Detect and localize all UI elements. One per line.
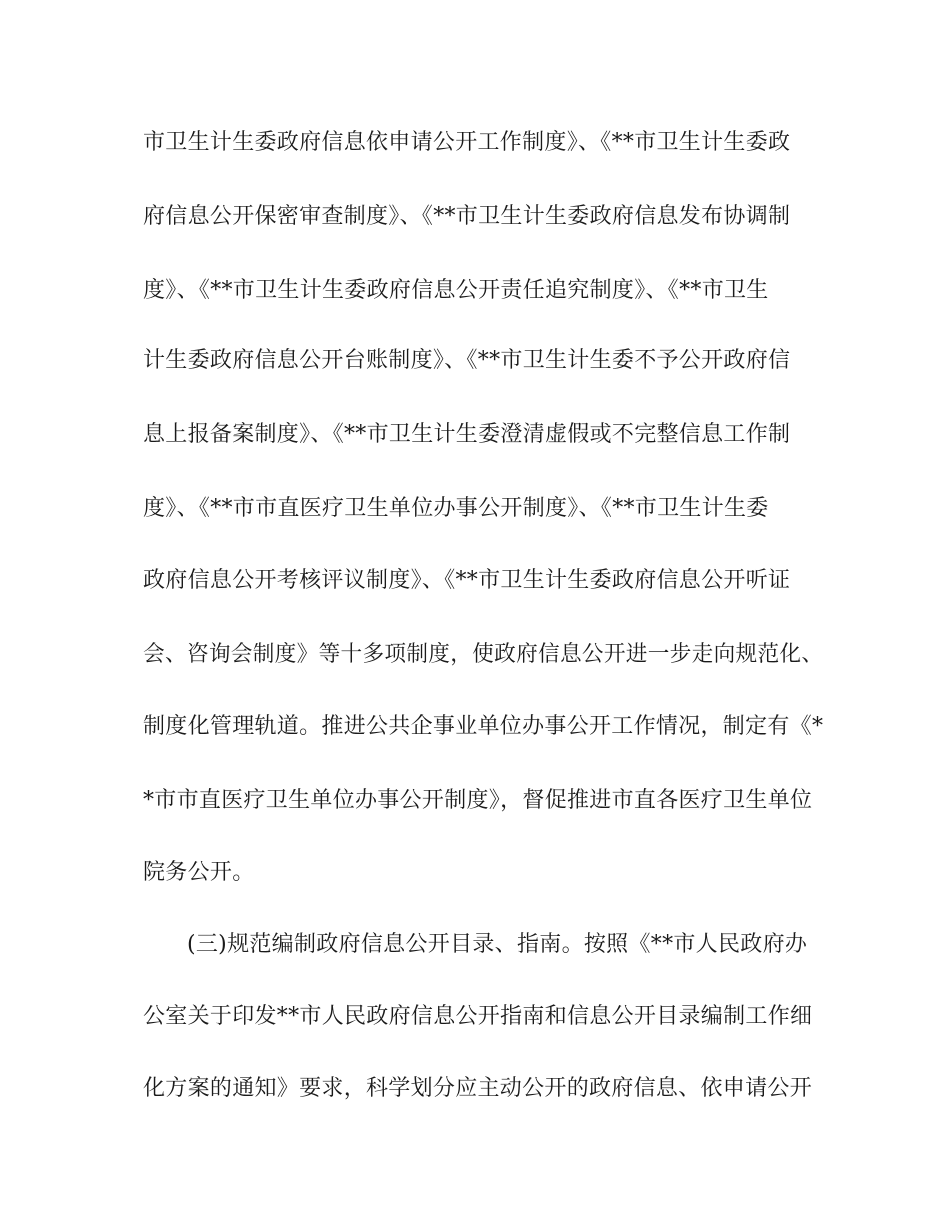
paragraph-heading-3: (三)规范编制政府信息公开目录、指南。按照《**市人民政府办 <box>187 932 808 957</box>
text-line-13: 公室关于印发**市人民政府信息公开指南和信息公开目录编制工作细 <box>143 1004 813 1029</box>
text-line-3: 度》、《**市卫生计生委政府信息公开责任追究制度》、《**市卫生 <box>143 278 769 303</box>
text-line-9: 制度化管理轨道。推进公共企事业单位办事公开工作情况，制定有《* <box>143 714 824 739</box>
text-line-11: 院务公开。 <box>143 860 255 885</box>
text-line-4: 计生委政府信息公开台账制度》、《**市卫生计生委不予公开政府信 <box>143 348 791 373</box>
text-line-2: 府信息公开保密审查制度》、《**市卫生计生委政府信息发布协调制 <box>143 204 791 229</box>
text-line-5: 息上报备案制度》、《**市卫生计生委澄清虚假或不完整信息工作制 <box>143 422 791 447</box>
text-line-8: 会、咨询会制度》等十多项制度，使政府信息公开进一步走向规范化、 <box>143 642 824 667</box>
text-line-10: *市市直医疗卫生单位办事公开制度》，督促推进市直各医疗卫生单位 <box>143 788 813 813</box>
text-line-1: 市卫生计生委政府信息依申请公开工作制度》、《**市卫生计生委政 <box>143 130 791 155</box>
text-line-14: 化方案的通知》要求，科学划分应主动公开的政府信息、依申请公开 <box>143 1076 813 1101</box>
text-line-7: 政府信息公开考核评议制度》、《**市卫生计生委政府信息公开听证 <box>143 568 791 593</box>
text-line-6: 度》、《**市市直医疗卫生单位办事公开制度》、《**市卫生计生委 <box>143 496 769 521</box>
